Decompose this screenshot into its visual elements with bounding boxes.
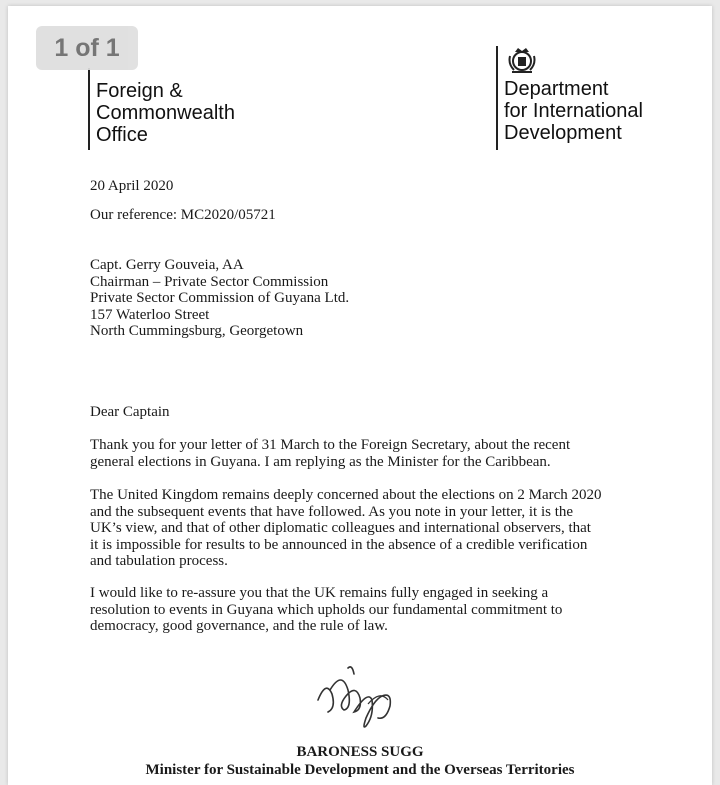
page-indicator: 1 of 1	[36, 26, 138, 70]
address-line: Private Sector Commission of Guyana Ltd.	[90, 290, 350, 306]
recipient-address	[90, 257, 349, 340]
body-paragraph	[90, 487, 602, 570]
paragraph-line: democracy, good governance, and the rule of law.	[90, 618, 388, 634]
body-paragraph	[90, 437, 570, 470]
dfid-logo	[496, 46, 643, 150]
dfid-logo-line: for International	[504, 100, 643, 122]
signatory-name: BARONESS SUGG	[296, 744, 424, 760]
letter-date: 20 April 2020	[90, 178, 174, 194]
paragraph-line: and the subsequent events that have followed. As you note in your letter, it is the	[90, 503, 574, 520]
dfid-logo-line: Development	[504, 122, 622, 144]
paragraph-line: The United Kingdom remains deeply concerned about the elections on 2 March 2020	[90, 487, 602, 503]
signatory-title: Minister for Sustainable Development and the Overseas Territories	[145, 762, 575, 778]
address-line: North Cummingsburg, Georgetown	[90, 323, 304, 339]
address-line: Chairman – Private Sector Commission	[90, 273, 329, 290]
fco-logo-line: Foreign &	[96, 80, 183, 102]
paragraph-line: resolution to events in Guyana which upholds our fundamental commitment to	[90, 601, 563, 618]
fco-logo-line: Office	[96, 124, 148, 146]
paragraph-line: and tabulation process.	[90, 553, 228, 569]
address-line: Capt. Gerry Gouveia, AA	[90, 257, 244, 273]
salutation: Dear Captain	[90, 404, 170, 420]
paragraph-line: UK’s view, and that of other diplomatic colleagues and international observers, that	[90, 520, 591, 536]
paragraph-line: it is impossible for results to be announced in the absence of a credible verification	[90, 536, 588, 553]
body-paragraph	[90, 585, 562, 635]
paragraph-line: I would like to re-assure you that the UK remains fully engaged in seeking a	[90, 585, 549, 601]
fco-logo	[88, 68, 235, 150]
letter-reference: Our reference: MC2020/05721	[90, 207, 276, 223]
address-line: 157 Waterloo Street	[90, 306, 210, 323]
paragraph-line: general elections in Guyana. I am replying as the Minister for the Caribbean.	[90, 453, 551, 470]
paragraph-line: Thank you for your letter of 31 March to the Foreign Secretary, about the recent	[90, 437, 571, 453]
signature-icon	[308, 660, 408, 735]
fco-logo-line: Commonwealth	[96, 102, 235, 124]
dfid-logo-line: Department	[504, 78, 609, 100]
